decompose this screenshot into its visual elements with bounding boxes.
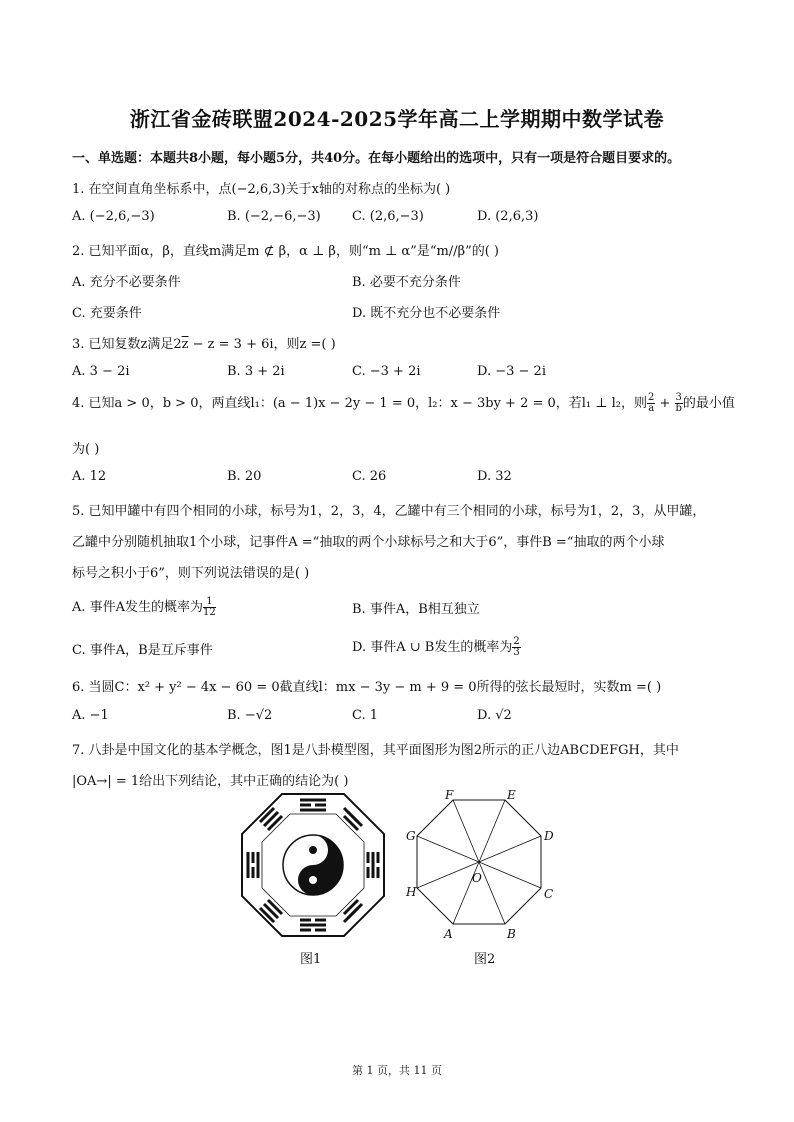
vertex-label-a: A: [444, 927, 453, 941]
vertex-label-c: C: [544, 887, 554, 901]
question-5-stem-1: 5. 已知甲罐中有四个相同的小球，标号为1，2，3，4，乙罐中有三个相同的小球，标号为1，2，3，从甲罐，: [72, 504, 706, 519]
q3-option-b: B. 3 + 2i: [227, 364, 285, 379]
figure-2-caption: 图2: [474, 952, 496, 967]
q6-option-d: D. √2: [477, 708, 512, 723]
bagua-figure: [238, 790, 388, 940]
q1-option-c: C. (2,6,−3): [352, 209, 424, 224]
question-4-stem: [72, 392, 734, 414]
q2-option-d: D. 既不充分也不必要条件: [352, 306, 501, 321]
q5-option-b: B. 事件A，B相互独立: [352, 602, 480, 617]
q1-option-d: D. (2,6,3): [477, 209, 539, 224]
q4-option-d: D. 32: [477, 469, 512, 484]
page-footer: 第 1 页，共 11 页: [352, 1064, 442, 1077]
q3-stem-part: − z = 3 + 6i，则z =( ): [188, 337, 336, 352]
fraction-numerator: 2: [513, 636, 520, 647]
q3-option-a: A. 3 − 2i: [72, 364, 130, 379]
q4-stem-part: 4. 已知a > 0，b > 0，两直线l₁：(a − 1)x − 2y − 1 = 0，l₂：x − 3by + 2 = 0，若l₁ ⊥ l₂，则: [72, 396, 647, 411]
fraction-numerator: 3: [675, 392, 682, 403]
fraction-denominator: 12: [203, 607, 216, 618]
q6-option-b: B. −√2: [227, 708, 273, 723]
q4-fraction-3b: [675, 393, 683, 414]
vertex-label-h: H: [406, 885, 417, 899]
q5-option-a-fraction: [203, 597, 216, 618]
q6-option-a: A. −1: [72, 708, 109, 723]
vertex-label-g: G: [406, 829, 416, 843]
q1-option-b: B. (−2,−6,−3): [227, 209, 321, 224]
section-heading: 一、单选题：本题共8小题，每小题5分，共40分。在每小题给出的选项中，只有一项是符合题目要求的。: [72, 151, 681, 166]
vertex-label-d: D: [544, 829, 554, 843]
fraction-numerator: 2: [648, 392, 655, 403]
fraction-denominator: 3: [513, 647, 520, 658]
octagon-figure: [408, 790, 558, 940]
q5-option-c: C. 事件A，B是互斥事件: [72, 643, 213, 658]
q5-option-a: [72, 596, 216, 618]
q5-option-a-text: A. 事件A发生的概率为: [72, 600, 204, 615]
question-5-stem-3: 标号之积小于6”，则下列说法错误的是( ): [72, 566, 310, 581]
question-2-stem: 2. 已知平面α，β，直线m满足m ⊄ β，α ⊥ β，则“m ⊥ α”是“m//β”的( ): [72, 244, 500, 259]
q1-option-a: A. (−2,6,−3): [72, 209, 155, 224]
vertex-label-e: E: [507, 788, 516, 802]
question-6-stem: 6. 当圆C：x² + y² − 4x − 60 = 0截直线l：mx − 3y − m + 9 = 0所得的弦长最短时，实数m =( ): [72, 680, 662, 695]
q4-option-c: C. 26: [352, 469, 387, 484]
q3-option-d: D. −3 − 2i: [477, 364, 546, 379]
vertex-label-f: F: [445, 788, 454, 802]
fraction-denominator: a: [648, 403, 655, 414]
q6-option-c: C. 1: [352, 708, 379, 723]
fraction-denominator: b: [675, 403, 682, 414]
figure-area: [238, 790, 568, 970]
fraction-numerator: 1: [203, 597, 216, 608]
q4-option-b: B. 20: [227, 469, 262, 484]
vertex-label-b: B: [507, 927, 516, 941]
question-7-stem-2: |OA→| = 1给出下列结论，其中正确的结论为( ): [72, 774, 349, 789]
q4-option-a: A. 12: [72, 469, 107, 484]
question-7-stem-1: 7. 八卦是中国文化的基本学概念，图1是八卦模型图，其平面图形为图2所示的正八边ABCDEFGH，其中: [72, 743, 679, 758]
center-label-o: O: [472, 871, 482, 885]
q3-stem-part: 3. 已知复数z满足2: [72, 337, 182, 352]
question-4-stem-cont: 为( ): [72, 442, 100, 457]
q4-stem-part: 的最小值: [682, 396, 735, 411]
q4-plus: +: [655, 396, 675, 411]
q3-option-c: C. −3 + 2i: [352, 364, 421, 379]
figure-1-caption: 图1: [300, 952, 322, 967]
q3-conjugate-z: $\overline{z}$: [181, 337, 189, 352]
page-title: 浙江省金砖联盟2024-2025学年高二上学期期中数学试卷: [129, 107, 665, 131]
q2-option-a: A. 充分不必要条件: [72, 275, 181, 290]
q5-option-d: [352, 636, 521, 658]
question-1-stem: 1. 在空间直角坐标系中，点(−2,6,3)关于x轴的对称点的坐标为( ): [72, 182, 451, 197]
q2-option-b: B. 必要不充分条件: [352, 275, 461, 290]
q2-option-c: C. 充要条件: [72, 306, 142, 321]
question-5-stem-2: 乙罐中分别随机抽取1个小球，记事件A =“抽取的两个小球标号之和大于6”，事件B =“抽取的两个小球: [72, 535, 665, 550]
q5-option-d-fraction: [512, 637, 520, 658]
q5-option-d-text: D. 事件A ∪ B发生的概率为: [352, 640, 513, 655]
question-3-stem: [72, 333, 734, 352]
